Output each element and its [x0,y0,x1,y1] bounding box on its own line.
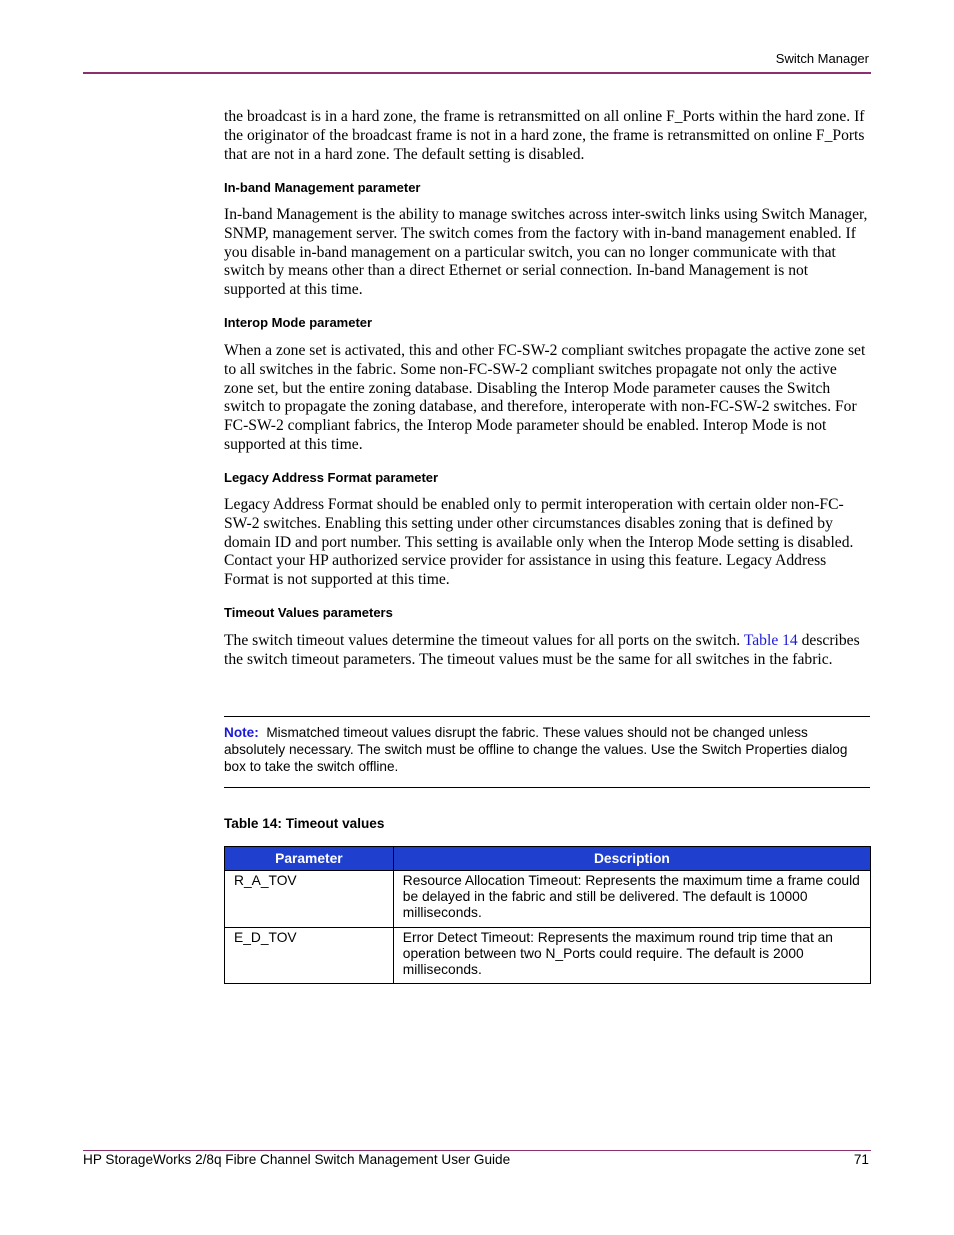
section-heading: Legacy Address Format parameter [224,470,439,485]
table-row [225,871,871,928]
note-label: Note: [224,725,259,740]
table-cell: R_A_TOV [225,871,394,928]
table-row [225,928,871,984]
table-cell: Resource Allocation Timeout: Represents the maximum time a frame could be delayed in the fabric and still be delivered. The default is 10000 milliseconds. [393,871,870,928]
page-number: 71 [853,1152,869,1167]
section-heading: In-band Management parameter [224,180,421,195]
column-header: Parameter [225,847,394,871]
table-cell: Error Detect Timeout: Represents the maximum round trip time that an operation between two N_Ports could require. The default is 2000 milliseconds. [393,928,870,984]
table-header-row [225,847,871,871]
running-header: Switch Manager [775,51,869,66]
section-legacy-body: Legacy Address Format should be enabled only to permit interoperation with certain older non-FC-SW-2 switches. Enabling this setting under other circumstances disables zoning that is defined by domain ID and port number. This setting is available only when the Interop Mode setting is disabled. Contact your HP authorized service provider for assistance in using this feature. Legacy Address Format is not supported at this time. [224,496,854,589]
section-interop-body: When a zone set is activated, this and other FC-SW-2 compliant switches propagate the active zone set to all switches in the fabric. Some non-FC-SW-2 compliant switches propagate not only the active zone set, but the entire zoning database. Disabling the Interop Mode parameter causes the Switch switch to propagate the zoning database, and therefore, interoperate with non-FC-SW-2 switches. For FC-SW-2 compliant fabrics, the Interop Mode parameter should be enabled. Interop Mode is not supported at this time. [224,342,866,453]
section-inband [224,180,870,195]
section-heading: Interop Mode parameter [224,315,373,330]
section-timeout-body: The switch timeout values determine the timeout values for all ports on the switch. Table 14 describes the switch timeout parameters. The timeout values must be the same for all switches in the fabric. [224,632,860,668]
section-interop [224,315,870,330]
section-timeout [224,605,870,620]
intro-paragraph: the broadcast is in a hard zone, the frame is retransmitted on all online F_Ports within the hard zone. If the originator of the broadcast frame is not in a hard zone, the frame is retransmitted on online F_Ports that are not in a hard zone. The default setting is disabled. [224,108,865,163]
note-box [224,716,870,788]
section-legacy [224,470,870,485]
table-caption: Table 14: Timeout values [224,816,385,831]
footer-title: HP StorageWorks 2/8q Fibre Channel Switch Management User Guide [83,1152,511,1167]
section-heading: Timeout Values parameters [224,605,393,620]
note-text: Mismatched timeout values disrupt the fabric. These values should not be changed unless absolutely necessary. The switch must be offline to change the values. Use the Switch Properties dialog box to take the switch offline. [224,725,848,774]
table-cell: E_D_TOV [225,928,394,984]
header-rule [83,72,871,74]
timeout-values-table [224,846,871,984]
footer-rule [83,1150,871,1151]
table-14-link[interactable]: Table 14 [743,632,798,649]
column-header: Description [393,847,870,871]
section-inband-body: In-band Management is the ability to manage switches across inter-switch links using Switch Manager, SNMP, management server. The switch comes from the factory with in-band management enabled. If you disable in-band management on a particular switch, you can no longer communicate with that switch by means other than a direct Ethernet or serial connection. In-band Management is not supported at this time. [224,206,868,299]
